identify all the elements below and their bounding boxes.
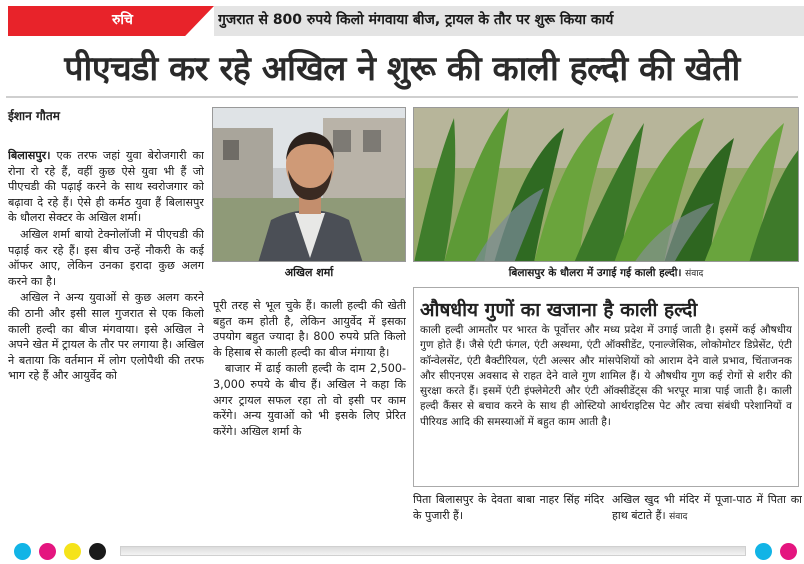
agency-tag: संवाद xyxy=(669,511,688,522)
portrait-illustration xyxy=(213,108,406,262)
caption-source: संवाद xyxy=(685,269,704,279)
headline: पीएचडी कर रहे अखिल ने शुरू की काली हल्दी की खेती xyxy=(64,49,740,89)
kicker-line: गुजरात से 800 रुपये किलो मंगवाया बीज, ट्रायल के तौर पर शुरू किया कार्य xyxy=(218,12,614,28)
gray-registration-bar xyxy=(120,546,746,556)
caption-text: बिलासपुर के धौलरा में उगाई गई काली हल्दी। xyxy=(508,267,682,279)
paragraph-text: एक तरफ जहां युवा बेरोजगारी का रोना रो रहे हैं, वहीं कुछ ऐसे युवा भी हैं जो पीएचडी की पढ़ाई करने के साथ स्वरोजगार को बढ़ावा दे रहे हैं। ऐसे ही कर्मठ युवा हैं बिलासपुर के धौलरा सेक्टर के अखिल शर्मा। xyxy=(8,149,204,225)
field-photo-caption xyxy=(413,263,799,283)
paragraph: पूरी तरह से भूल चुके हैं। काली हल्दी की खेती बहुत कम होती है, लेकिन आयुर्वेद में इसका उपयोग बहुत ज्यादा है। 800 रुपये प्रति किलो के हिसाब से काली हल्दी का बीज मंगाया है। xyxy=(213,299,406,359)
black-registration-dot xyxy=(89,543,106,560)
article-column-4 xyxy=(612,492,802,532)
header-strip xyxy=(0,0,804,40)
category-tab xyxy=(8,6,214,36)
info-box-body: काली हल्दी आमतौर पर भारत के पूर्वोत्तर और मध्य प्रदेश में उगाई जाती है। इसमें कई औषधीय गुण होते हैं। जैसे एंटी फंगल, एंटी अस्थमा, एंटी ऑक्सीडेंट, एनाल्जेसिक, लोकोमोटर डिप्रेसेंट, एंटी कॉन्वेलसेंट, एंटी बैक्टीरियल, एंटी अल्सर और मांसपेशियों को आराम देने वाले प्रभाव, चिंताजनक और सीएनएस अवसाद से राहत देने वाले गुण शामिल हैं। ये औषधीय गुण कई रोगों से शरीर की सुरक्षा करते हैं। इसमें एंटी इंफ्लेमेटरी और एंटी ऑक्सीडेंट्स की भरपूर मात्रा पाई जाती है। काली हल्दी कैंसर से बचाव करने के साथ ही ओस्टियो आर्थराइटिस पेट और त्वचा संबंधी परेशानियों व पीरियड आदि की समस्याओं में बहुत काम आती है। xyxy=(420,324,792,428)
category-label: रुचि xyxy=(112,12,133,28)
yellow-registration-dot xyxy=(64,543,81,560)
paragraph: अखिल ने अन्य युवाओं से कुछ अलग करने की ठानी और इसी साल गुजरात से एक किलो काली हल्दी का बीज मंगवाया। इसे अखिल ने अपने खेत में ट्रायल के तौर पर लगाया है। अखिल ने बताया कि वर्तमान में लोग एलोपैथी की तरफ भाग रहे हैं और आयुर्वेद को xyxy=(8,291,204,383)
magenta-registration-dot xyxy=(780,543,797,560)
headline-rule xyxy=(6,96,798,98)
paragraph: अखिल शर्मा बायो टेक्नोलॉजी में पीएचडी की पढ़ाई कर रहे हैं। इस बीच उन्हें नौकरी के कई ऑफर आए, लेकिन उनका इरादा कुछ अलग करने का है। xyxy=(8,227,204,288)
turmeric-plants-illustration xyxy=(414,108,799,262)
dateline: बिलासपुर। xyxy=(8,149,51,162)
byline: ईशान गौतम xyxy=(8,109,60,123)
article-column-2 xyxy=(213,298,406,530)
info-box-title: औषधीय गुणों का खजाना है काली हल्दी xyxy=(420,299,698,321)
cyan-registration-dot xyxy=(14,543,31,560)
portrait-caption: अखिल शर्मा xyxy=(284,266,334,279)
article-column-1 xyxy=(8,148,204,528)
paragraph xyxy=(8,148,204,226)
article-column-3: पिता बिलासपुर के देवता बाबा नाहर सिंह मंदिर के पुजारी हैं। xyxy=(413,493,604,522)
portrait-photo xyxy=(212,107,406,262)
cyan-registration-dot xyxy=(755,543,772,560)
magenta-registration-dot xyxy=(39,543,56,560)
paragraph: बाजार में ढाई काली हल्दी के दाम 2,500-3,000 रुपये के बीच हैं। अखिल ने कहा कि अगर ट्रायल सफल रहा तो वो इसी पर काम करेंगे। अन्य युवाओं को भी इसके लिए प्रेरित करेंगे। अखिल शर्मा के xyxy=(213,362,406,438)
paragraph-text: अखिल खुद भी मंदिर में पूजा-पाठ में पिता का हाथ बंटाते हैं। xyxy=(612,493,802,522)
turmeric-field-photo xyxy=(413,107,799,262)
